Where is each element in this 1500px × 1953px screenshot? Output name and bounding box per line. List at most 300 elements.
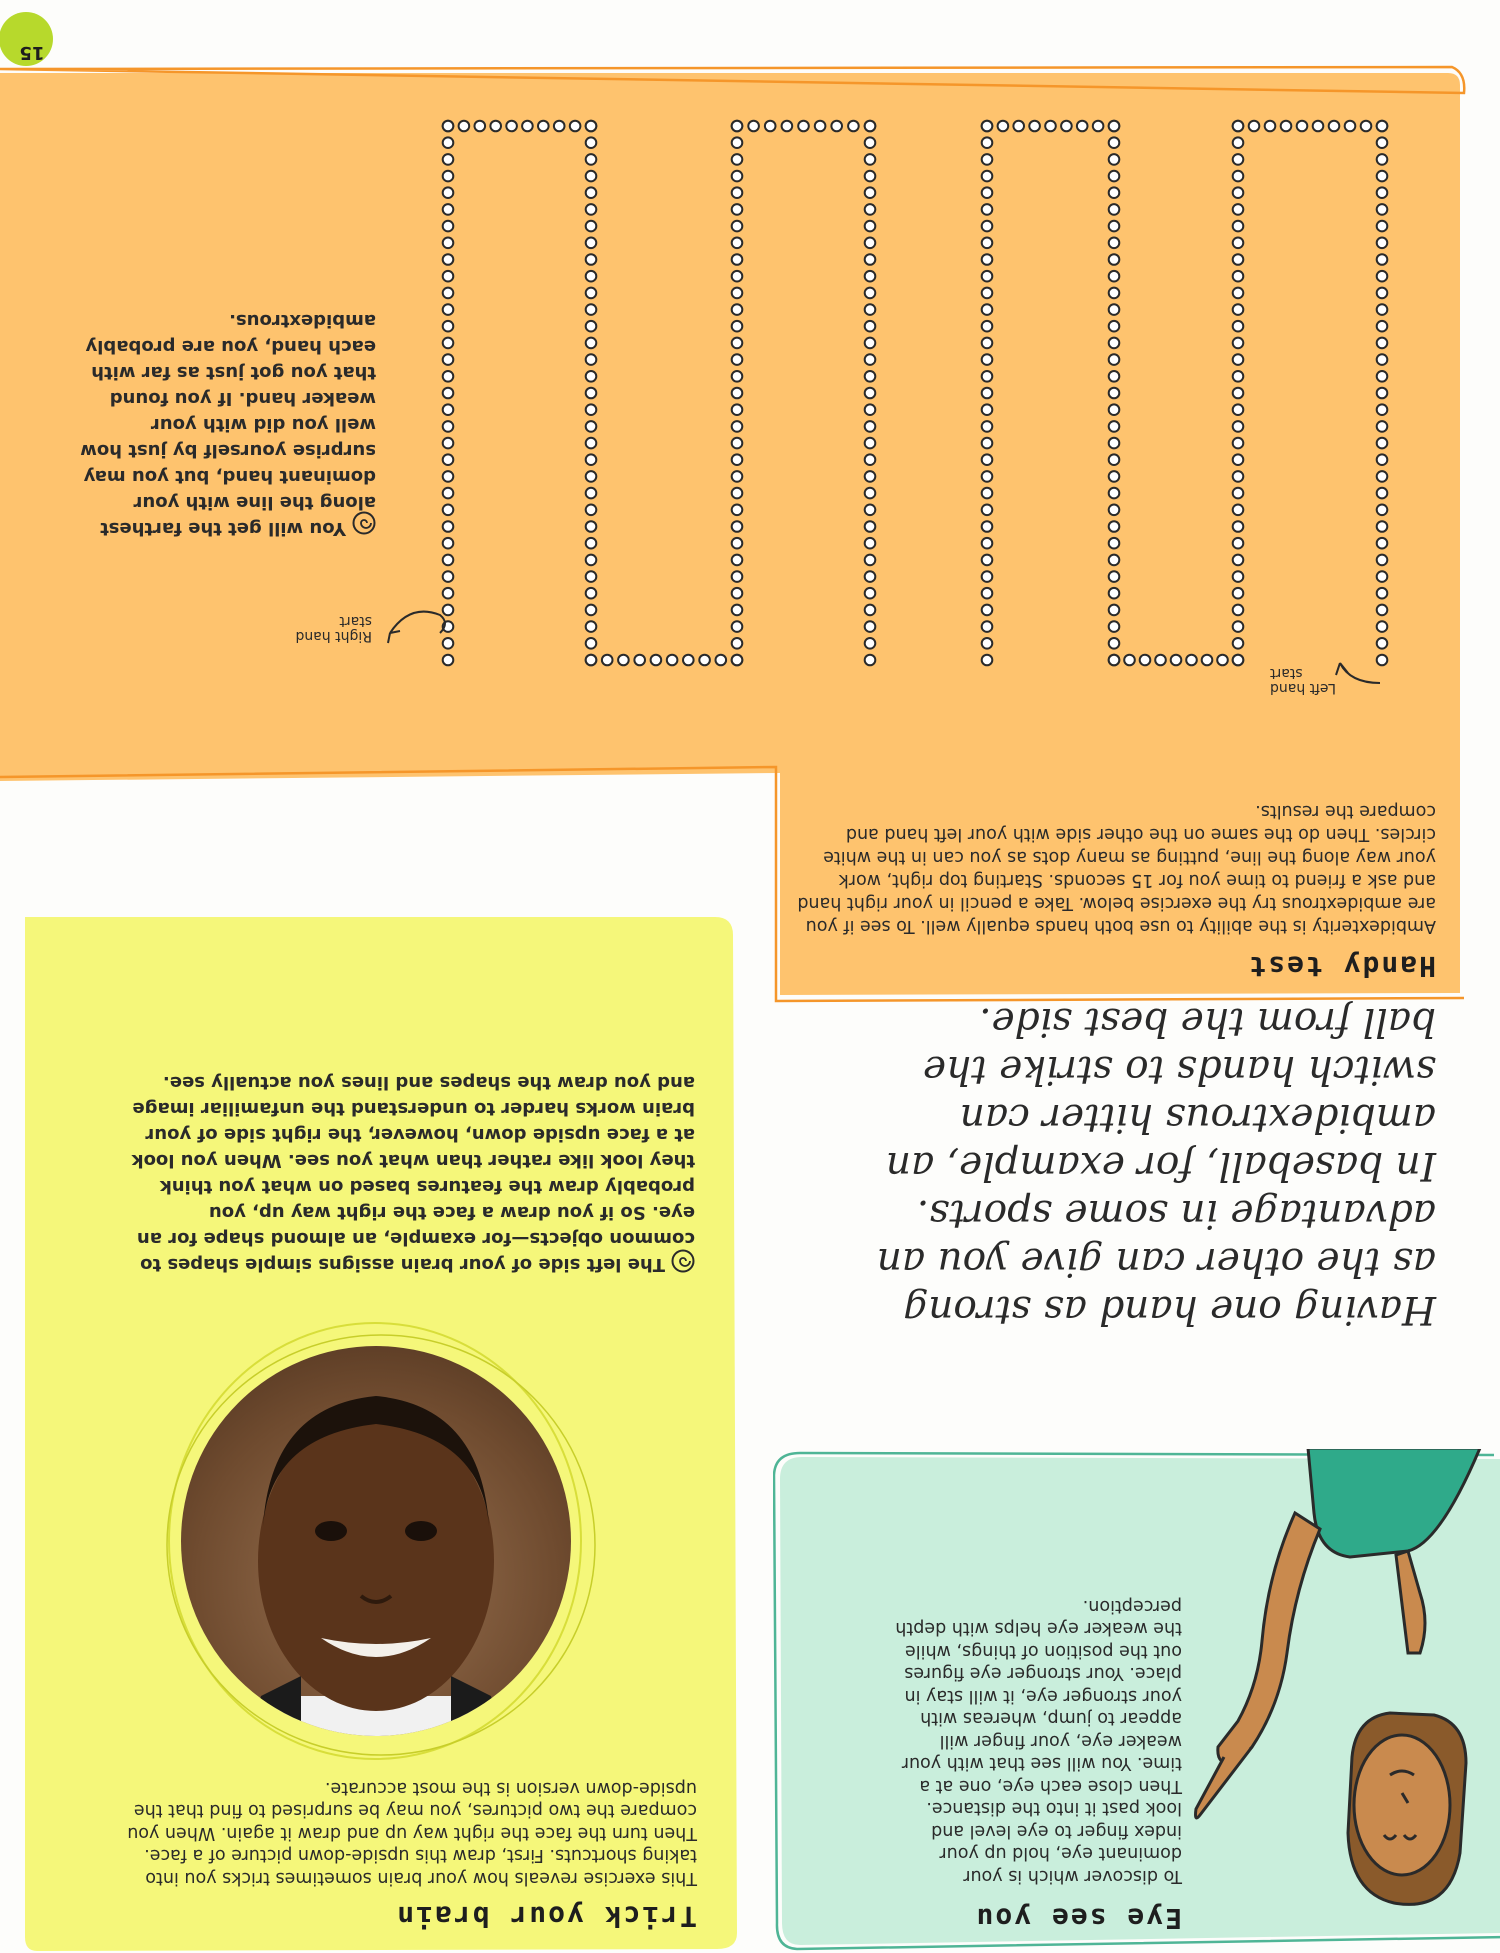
tracing-dot bbox=[538, 121, 549, 132]
tracing-dot bbox=[865, 371, 876, 382]
page-number: 15 bbox=[19, 42, 45, 63]
tracing-dot bbox=[443, 588, 454, 599]
tracing-dot bbox=[1109, 154, 1120, 165]
tracing-dot bbox=[1109, 121, 1120, 132]
tracing-dot bbox=[1109, 254, 1120, 265]
tracing-dot bbox=[1377, 304, 1388, 315]
tracing-dot bbox=[732, 505, 743, 516]
tracing-dot bbox=[732, 354, 743, 365]
tracing-dot bbox=[982, 288, 993, 299]
tracing-dot bbox=[1233, 538, 1244, 549]
tracing-dot bbox=[865, 521, 876, 532]
tracing-dot bbox=[982, 588, 993, 599]
tracing-dot bbox=[1155, 655, 1166, 666]
tracing-dot bbox=[1377, 154, 1388, 165]
tracing-dot bbox=[586, 454, 597, 465]
tracing-dot bbox=[602, 655, 613, 666]
tracing-dot bbox=[1377, 471, 1388, 482]
right-hand-start-label: Right hand start bbox=[295, 613, 372, 644]
tracing-dot bbox=[1233, 204, 1244, 215]
eye-section-title: Eye see you bbox=[974, 1902, 1182, 1935]
tracing-dot bbox=[865, 204, 876, 215]
tracing-dot bbox=[1377, 521, 1388, 532]
tracing-dot bbox=[1109, 137, 1120, 148]
tracing-dot bbox=[1329, 121, 1340, 132]
tracing-dot bbox=[443, 571, 454, 582]
tracing-dot bbox=[586, 388, 597, 399]
tracing-dot bbox=[1233, 238, 1244, 249]
tracing-dot bbox=[732, 271, 743, 282]
tracing-dot bbox=[865, 187, 876, 198]
tracing-dot bbox=[1297, 121, 1308, 132]
tracing-dot bbox=[732, 371, 743, 382]
tracing-dot bbox=[982, 454, 993, 465]
tracing-dot bbox=[1233, 321, 1244, 332]
tracing-dot bbox=[443, 521, 454, 532]
tracing-dot bbox=[1233, 154, 1244, 165]
tracing-dot bbox=[1109, 638, 1120, 649]
tracing-dot bbox=[982, 154, 993, 165]
tracing-dot bbox=[1109, 404, 1120, 415]
tracing-dot bbox=[586, 421, 597, 432]
left-hand-start-label: Left hand start bbox=[1270, 665, 1337, 696]
tracing-dot bbox=[1377, 238, 1388, 249]
tracing-dot bbox=[982, 321, 993, 332]
tracing-dot bbox=[1140, 655, 1151, 666]
tracing-dot bbox=[586, 538, 597, 549]
tracing-dot bbox=[586, 254, 597, 265]
tracing-dot bbox=[1109, 171, 1120, 182]
tracing-dot bbox=[982, 271, 993, 282]
tracing-dot bbox=[732, 555, 743, 566]
tracing-dot bbox=[586, 404, 597, 415]
tracing-dot bbox=[982, 187, 993, 198]
tracing-dot bbox=[586, 171, 597, 182]
tracing-dot bbox=[1233, 354, 1244, 365]
tracing-dot bbox=[1233, 488, 1244, 499]
tracing-dot bbox=[1377, 204, 1388, 215]
handy-section-title: Handy test bbox=[1247, 950, 1436, 983]
tracing-dot bbox=[586, 204, 597, 215]
tracing-dot bbox=[1233, 404, 1244, 415]
tracing-dot bbox=[998, 121, 1009, 132]
tracing-dot bbox=[1233, 555, 1244, 566]
tracing-dot bbox=[443, 538, 454, 549]
tracing-dot bbox=[443, 505, 454, 516]
eye-section-body: To discover which is your dominant eye, hold up your index finger to eye level and look past it into the distance. Then close each eye, one at a time. You will see that with your weaker eye, your finger will appear to jump, whereas with your stronger eye, it will stay in place. Your stronger eye figures out the position of things, while the weaker eye helps with depth perception. bbox=[895, 1596, 1182, 1886]
tracing-dot bbox=[982, 555, 993, 566]
tracing-dot bbox=[443, 321, 454, 332]
tracing-dot bbox=[586, 438, 597, 449]
tracing-dot bbox=[732, 238, 743, 249]
tracing-dot bbox=[1313, 121, 1324, 132]
tracing-dot bbox=[1377, 638, 1388, 649]
tracing-dot bbox=[443, 171, 454, 182]
tracing-dot bbox=[443, 488, 454, 499]
tracing-dot bbox=[1233, 171, 1244, 182]
tracing-dot bbox=[865, 404, 876, 415]
tracing-dot bbox=[1233, 471, 1244, 482]
tracing-dot bbox=[982, 371, 993, 382]
tracing-dot bbox=[651, 655, 662, 666]
tracing-dot bbox=[865, 621, 876, 632]
tracing-dot bbox=[443, 371, 454, 382]
tracing-dot bbox=[443, 638, 454, 649]
tracing-dot bbox=[865, 171, 876, 182]
tracing-dot bbox=[586, 321, 597, 332]
tracing-dot bbox=[1377, 438, 1388, 449]
tracing-dot bbox=[1377, 388, 1388, 399]
tracing-dot bbox=[443, 137, 454, 148]
tracing-dot bbox=[1377, 621, 1388, 632]
tracing-dot bbox=[865, 588, 876, 599]
handy-section-body: Ambidexterity is the ability to use both hands equally well. To see if you are ambidextrous try the exercise below. Take a pencil in your right hand and ask a friend to time you for 15 seconds. Starting top right, work your way along the line, putting as many dots as you can in the white circles. Then do the same on the other side with your left hand and compare the results. bbox=[797, 801, 1436, 936]
tracing-dot bbox=[1109, 505, 1120, 516]
tracing-dot bbox=[865, 505, 876, 516]
tracing-dot bbox=[1233, 121, 1244, 132]
tracing-dot bbox=[865, 321, 876, 332]
tracing-dot bbox=[443, 354, 454, 365]
tracing-dot bbox=[798, 121, 809, 132]
tracing-dot bbox=[443, 187, 454, 198]
tracing-dot bbox=[570, 121, 581, 132]
tracing-dot bbox=[732, 404, 743, 415]
tracing-dot bbox=[1233, 221, 1244, 232]
tracing-dot bbox=[732, 388, 743, 399]
tracing-dot bbox=[1109, 538, 1120, 549]
ambidextrous-quote: Having one hand as strong as the other can give you an advantage in some sports. In baseball, for example, an ambidextrous hitter can switch hands to strike the ball from the best side. bbox=[876, 999, 1436, 1332]
tracing-dot bbox=[443, 388, 454, 399]
tracing-dot bbox=[586, 304, 597, 315]
tracing-dot bbox=[443, 221, 454, 232]
tracing-dot bbox=[443, 271, 454, 282]
tracing-dot bbox=[865, 438, 876, 449]
tracing-dot bbox=[586, 555, 597, 566]
tracing-dot bbox=[1233, 588, 1244, 599]
tracing-dot bbox=[865, 538, 876, 549]
tracing-dot bbox=[1345, 121, 1356, 132]
tracing-dot bbox=[865, 254, 876, 265]
tracing-dot bbox=[982, 421, 993, 432]
tracing-dot bbox=[982, 254, 993, 265]
tracing-dot bbox=[732, 538, 743, 549]
tracing-dot bbox=[732, 288, 743, 299]
tracing-dot bbox=[982, 238, 993, 249]
tracing-dot bbox=[865, 454, 876, 465]
tracing-dot bbox=[1109, 221, 1120, 232]
tracing-dot bbox=[865, 154, 876, 165]
tracing-dot bbox=[848, 121, 859, 132]
tracing-dot bbox=[443, 605, 454, 616]
tracing-dot bbox=[782, 121, 793, 132]
tracing-dot bbox=[1233, 371, 1244, 382]
tracing-dot bbox=[748, 121, 759, 132]
tracing-dot bbox=[586, 588, 597, 599]
tracing-dot bbox=[982, 488, 993, 499]
tracing-dot bbox=[586, 121, 597, 132]
tracing-dot bbox=[1109, 421, 1120, 432]
tracing-dot bbox=[1029, 121, 1040, 132]
trick-tip-text: The left side of your brain assigns simple shapes to common objects—for example, an almond shape for an eye. So if you draw a face the right way up, you probably draw the features based on what you think they look like rather than what you see. When you look at a face upside down, however, the right side of your brain works harder to understand the unfamiliar image and you draw the shapes and lines you actually see. bbox=[131, 1072, 695, 1275]
tracing-dot bbox=[443, 438, 454, 449]
tracing-dot bbox=[1109, 388, 1120, 399]
tracing-dot bbox=[1233, 288, 1244, 299]
tracing-dot bbox=[732, 321, 743, 332]
tracing-dot bbox=[443, 655, 454, 666]
tracing-dot bbox=[443, 288, 454, 299]
tracing-dot bbox=[982, 538, 993, 549]
tracing-dot bbox=[1377, 221, 1388, 232]
tracing-dot bbox=[667, 655, 678, 666]
tracing-dot bbox=[1093, 121, 1104, 132]
tracing-dot bbox=[1109, 471, 1120, 482]
tracing-dot bbox=[982, 471, 993, 482]
tracing-dot bbox=[1217, 655, 1228, 666]
tracing-dot bbox=[982, 171, 993, 182]
tracing-dot bbox=[586, 638, 597, 649]
tracing-dot bbox=[732, 588, 743, 599]
tracing-dot bbox=[1377, 555, 1388, 566]
tracing-dot bbox=[586, 354, 597, 365]
tracing-dot bbox=[1361, 121, 1372, 132]
tracing-dot bbox=[732, 438, 743, 449]
tracing-dot bbox=[1377, 538, 1388, 549]
tracing-dot bbox=[1377, 187, 1388, 198]
tracing-dot bbox=[732, 171, 743, 182]
tracing-dot bbox=[865, 638, 876, 649]
tracing-dot bbox=[1109, 187, 1120, 198]
tracing-dot bbox=[865, 137, 876, 148]
tracing-dot bbox=[1233, 655, 1244, 666]
tracing-dot bbox=[815, 121, 826, 132]
tracing-dot bbox=[1109, 238, 1120, 249]
tracing-dot bbox=[443, 254, 454, 265]
tracing-dot bbox=[865, 221, 876, 232]
tracing-dot bbox=[865, 421, 876, 432]
tracing-dot bbox=[1281, 121, 1292, 132]
tracing-dot bbox=[732, 338, 743, 349]
trick-section-body: This exercise reveals how your brain sometimes tricks you into taking shortcuts. First, draw this upside-down picture of a face. Then turn the face the right way up and draw it again. When you compare the two pictures, you may be surprised to find that the upside-down version is the most accurate. bbox=[127, 1778, 697, 1888]
tracing-dot bbox=[586, 221, 597, 232]
tracing-dot bbox=[732, 471, 743, 482]
tracing-dot bbox=[1377, 137, 1388, 148]
tracing-dot bbox=[1233, 388, 1244, 399]
tracing-dot bbox=[732, 304, 743, 315]
tracing-dot bbox=[586, 621, 597, 632]
tracing-dot bbox=[1045, 121, 1056, 132]
tracing-dot bbox=[1233, 638, 1244, 649]
tracing-dot bbox=[865, 288, 876, 299]
tracing-dot bbox=[1377, 338, 1388, 349]
tracing-dot bbox=[1109, 288, 1120, 299]
tracing-dot bbox=[1109, 271, 1120, 282]
tracing-dot bbox=[522, 121, 533, 132]
tracing-dot bbox=[982, 638, 993, 649]
tracing-dot bbox=[1109, 338, 1120, 349]
tracing-dot bbox=[586, 371, 597, 382]
tracing-dot bbox=[765, 121, 776, 132]
tracing-dot bbox=[1233, 454, 1244, 465]
tracing-dot bbox=[1109, 621, 1120, 632]
tracing-dot bbox=[1202, 655, 1213, 666]
tracing-dot bbox=[1109, 204, 1120, 215]
tracing-dot bbox=[732, 137, 743, 148]
tracing-dot bbox=[732, 605, 743, 616]
tracing-dot bbox=[1233, 304, 1244, 315]
tracing-dot bbox=[732, 187, 743, 198]
tracing-dot bbox=[1377, 321, 1388, 332]
tracing-dot bbox=[1377, 454, 1388, 465]
tracing-dot bbox=[982, 338, 993, 349]
tracing-dot bbox=[732, 621, 743, 632]
tracing-dot bbox=[586, 505, 597, 516]
tracing-dot bbox=[443, 454, 454, 465]
tracing-dot bbox=[732, 488, 743, 499]
tracing-dot bbox=[1377, 354, 1388, 365]
tracing-dot bbox=[1233, 254, 1244, 265]
tracing-dot bbox=[586, 338, 597, 349]
tracing-dot bbox=[732, 521, 743, 532]
tracing-dot bbox=[699, 655, 710, 666]
tracing-dot bbox=[1233, 187, 1244, 198]
tracing-dot bbox=[586, 154, 597, 165]
tracing-dot bbox=[1377, 288, 1388, 299]
tracing-dot bbox=[443, 421, 454, 432]
tracing-dot bbox=[459, 121, 470, 132]
tracing-dot bbox=[1233, 137, 1244, 148]
tracing-dot bbox=[443, 121, 454, 132]
tracing-dot bbox=[443, 154, 454, 165]
tracing-dot bbox=[865, 271, 876, 282]
tracing-dot bbox=[865, 354, 876, 365]
tracing-dot bbox=[1109, 655, 1120, 666]
tracing-dot bbox=[443, 471, 454, 482]
tracing-dot bbox=[554, 121, 565, 132]
tracing-dot bbox=[1377, 404, 1388, 415]
tracing-dot bbox=[443, 555, 454, 566]
tracing-dot bbox=[865, 388, 876, 399]
tracing-dot bbox=[1109, 354, 1120, 365]
tracing-dot bbox=[1109, 371, 1120, 382]
tracing-dot bbox=[1377, 588, 1388, 599]
tracing-dot bbox=[982, 304, 993, 315]
tracing-dot bbox=[982, 621, 993, 632]
tracing-dot bbox=[1186, 655, 1197, 666]
tracing-dot bbox=[1109, 588, 1120, 599]
tracing-dot bbox=[586, 571, 597, 582]
tracing-dot bbox=[1124, 655, 1135, 666]
tracing-dot bbox=[1233, 521, 1244, 532]
trick-section-title: Trick your brain bbox=[395, 1900, 697, 1933]
tracing-dot bbox=[586, 488, 597, 499]
tracing-dot bbox=[1377, 571, 1388, 582]
tracing-dot bbox=[982, 121, 993, 132]
tracing-dot bbox=[1109, 521, 1120, 532]
tracing-dot bbox=[443, 404, 454, 415]
tracing-dot bbox=[1077, 121, 1088, 132]
tracing-dot bbox=[1233, 338, 1244, 349]
tracing-dot bbox=[982, 354, 993, 365]
tracing-dot bbox=[443, 238, 454, 249]
tracing-dot bbox=[586, 271, 597, 282]
tracing-dot bbox=[865, 304, 876, 315]
tracing-dot bbox=[1109, 454, 1120, 465]
tracing-dot bbox=[732, 221, 743, 232]
tracing-dot bbox=[732, 154, 743, 165]
tracing-dot bbox=[506, 121, 517, 132]
tracing-dot bbox=[1013, 121, 1024, 132]
tracing-dot bbox=[982, 571, 993, 582]
tracing-dot bbox=[865, 571, 876, 582]
tracing-dot bbox=[865, 488, 876, 499]
tracing-dot bbox=[586, 605, 597, 616]
tracing-dot bbox=[982, 605, 993, 616]
tracing-dot bbox=[1109, 304, 1120, 315]
tracing-dot bbox=[443, 304, 454, 315]
tracing-dot bbox=[982, 521, 993, 532]
tracing-dot bbox=[831, 121, 842, 132]
tracing-dot bbox=[865, 121, 876, 132]
tracing-dot bbox=[732, 571, 743, 582]
tracing-dot bbox=[1377, 421, 1388, 432]
tracing-dot bbox=[618, 655, 629, 666]
tracing-dot bbox=[1377, 254, 1388, 265]
tracing-dot bbox=[634, 655, 645, 666]
tracing-dot bbox=[1109, 438, 1120, 449]
tracing-dot bbox=[1233, 438, 1244, 449]
tracing-dot bbox=[586, 521, 597, 532]
tracing-dot bbox=[586, 288, 597, 299]
tracing-dot bbox=[1109, 488, 1120, 499]
tracing-dot bbox=[865, 471, 876, 482]
handy-tip-text: You will get the farthest along the line with your dominant hand, but you may surprise yourself by just how well you did with your weaker hand. If you found that you got just as far with each hand, you are probably ambidextrous. bbox=[80, 310, 376, 539]
tracing-dot bbox=[1171, 655, 1182, 666]
tracing-dot bbox=[586, 187, 597, 198]
tracing-dot bbox=[1249, 121, 1260, 132]
tracing-dot bbox=[732, 638, 743, 649]
tracing-dot bbox=[865, 555, 876, 566]
tracing-dot bbox=[1233, 571, 1244, 582]
tracing-dot bbox=[732, 454, 743, 465]
tracing-dot bbox=[865, 238, 876, 249]
tracing-dot bbox=[1377, 371, 1388, 382]
tracing-dot bbox=[982, 505, 993, 516]
tracing-dot bbox=[732, 655, 743, 666]
tracing-dot bbox=[732, 254, 743, 265]
tracing-dot bbox=[1109, 605, 1120, 616]
tracing-dot bbox=[1377, 488, 1388, 499]
tracing-dot bbox=[490, 121, 501, 132]
tracing-dot bbox=[683, 655, 694, 666]
tracing-dot bbox=[732, 421, 743, 432]
tracing-dot bbox=[443, 338, 454, 349]
tracing-dot bbox=[1109, 571, 1120, 582]
tracing-dot bbox=[586, 655, 597, 666]
tracing-dot bbox=[732, 121, 743, 132]
tracing-dot bbox=[1233, 621, 1244, 632]
tracing-dot bbox=[1377, 171, 1388, 182]
tracing-dot bbox=[1377, 121, 1388, 132]
tracing-dot bbox=[982, 438, 993, 449]
tracing-dot bbox=[1109, 555, 1120, 566]
tracing-dot bbox=[586, 137, 597, 148]
tracing-dot bbox=[865, 605, 876, 616]
tracing-dot bbox=[982, 221, 993, 232]
tracing-dot bbox=[1377, 505, 1388, 516]
tracing-dot bbox=[1233, 421, 1244, 432]
tracing-dot bbox=[982, 388, 993, 399]
tracing-dot bbox=[982, 655, 993, 666]
